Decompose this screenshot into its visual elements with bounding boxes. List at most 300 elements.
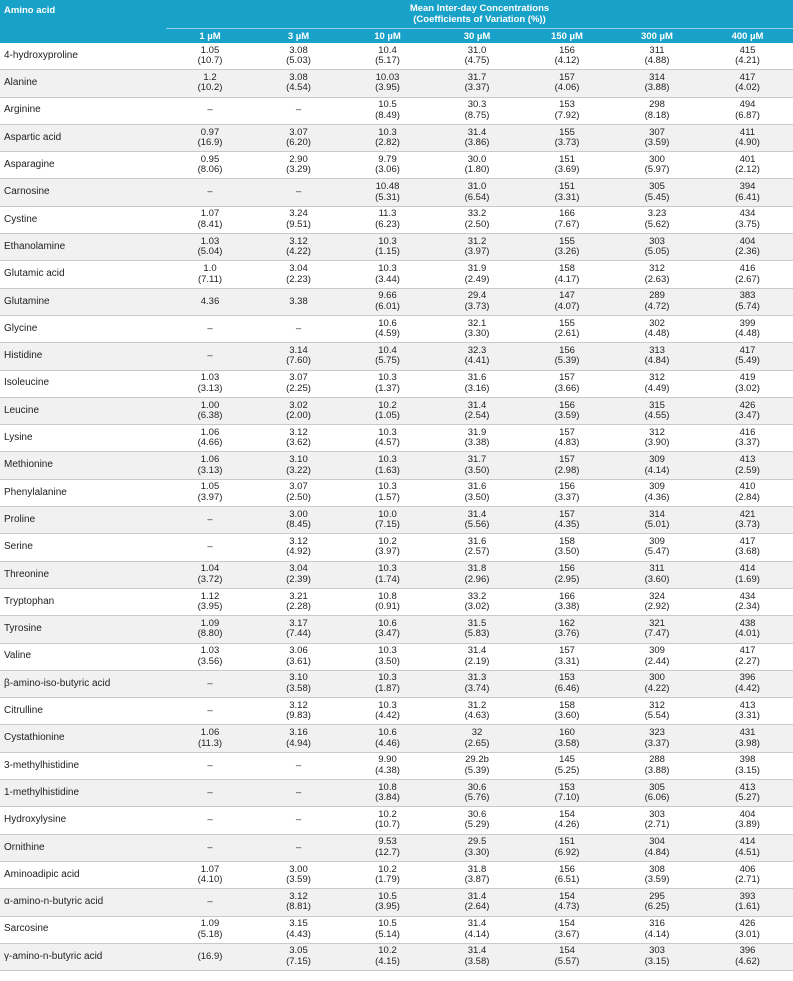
concentration-cell <box>166 616 254 643</box>
cv-value: (2.64) <box>464 901 490 913</box>
concentration-cell <box>522 343 612 370</box>
cv-value: (2.39) <box>286 573 311 585</box>
concentration-cell <box>166 452 254 479</box>
table-row <box>0 943 793 970</box>
mean-value: 396 <box>739 672 756 684</box>
concentration-cell <box>522 206 612 233</box>
cv-value: (5.25) <box>554 764 580 776</box>
mean-value: 1.00 <box>200 399 220 411</box>
cv-value: (8.06) <box>197 164 223 176</box>
amino-acid-name: γ-amino-n-butyric acid <box>0 943 166 970</box>
cv-value: (3.73) <box>554 137 580 149</box>
cv-value: (8.80) <box>197 628 223 640</box>
concentration-cell <box>432 179 522 206</box>
header-row <box>0 0 793 29</box>
concentration-cell <box>343 261 432 288</box>
concentration-cell <box>166 752 254 779</box>
cv-value: (4.49) <box>644 382 670 394</box>
concentration-cell <box>612 343 702 370</box>
mean-value: 1.12 <box>200 590 220 602</box>
cv-value: (1.37) <box>375 382 400 394</box>
mean-value: 3.12 <box>289 235 308 247</box>
mean-value: 415 <box>739 44 756 56</box>
concentration-cell <box>166 179 254 206</box>
mean-value: 309 <box>649 454 665 466</box>
cv-value: (4.83) <box>554 437 580 449</box>
cv-value: (8.41) <box>197 218 223 230</box>
mean-value: 157 <box>559 426 575 438</box>
mean-value: 3.15 <box>289 918 308 930</box>
cv-value: (6.25) <box>644 901 670 913</box>
mean-value: 156 <box>559 344 575 356</box>
cv-value: (4.12) <box>554 55 580 67</box>
cv-value: (4.54) <box>286 82 311 94</box>
cv-value: (3.84) <box>375 792 400 804</box>
mean-value: 32.1 <box>467 317 487 329</box>
cv-value: (7.11) <box>197 273 223 285</box>
table-row <box>0 780 793 807</box>
table-row <box>0 534 793 561</box>
concentration-cell <box>522 234 612 261</box>
concentration-cell <box>254 43 343 70</box>
concentration-cell <box>522 425 612 452</box>
mean-value: – <box>207 186 213 198</box>
concentration-cell <box>702 234 793 261</box>
cv-value: (6.38) <box>197 410 223 421</box>
mean-value: – <box>295 841 302 853</box>
concentration-cell <box>612 124 702 151</box>
amino-acid-name: Lysine <box>0 425 166 452</box>
amino-acid-name: Alanine <box>0 70 166 97</box>
concentration-cell <box>612 479 702 506</box>
amino-acid-name: Glycine <box>0 315 166 342</box>
mean-value: 154 <box>559 890 575 902</box>
concentration-cell <box>522 479 612 506</box>
concentration-cell <box>254 70 343 97</box>
title-line-2: (Coefficients of Variation (%)) <box>413 14 546 25</box>
cv-value: (4.84) <box>644 355 670 367</box>
mean-value: 10.2 <box>378 399 397 411</box>
cv-value: (5.75) <box>375 355 400 367</box>
cv-value: (3.68) <box>735 546 760 558</box>
concentration-cell <box>612 670 702 697</box>
table-row <box>0 152 793 179</box>
cv-value: (4.10) <box>197 874 223 886</box>
concentration-cell <box>166 725 254 752</box>
cv-value: (3.50) <box>554 546 580 558</box>
cv-value: (9.83) <box>286 710 311 722</box>
mean-value: 3.16 <box>289 727 308 739</box>
concentration-cell <box>612 43 702 70</box>
mean-value: 396 <box>739 945 756 957</box>
mean-value: 303 <box>649 235 665 247</box>
concentration-cell <box>612 807 702 834</box>
mean-value: 10.6 <box>378 727 397 739</box>
cv-value: (3.97) <box>464 246 490 258</box>
cv-value: (2.67) <box>735 273 760 285</box>
cv-value: (5.47) <box>644 546 670 558</box>
mean-value: 393 <box>739 890 756 902</box>
concentration-cell <box>702 561 793 588</box>
mean-value: 2.90 <box>289 153 308 165</box>
concentration-cell <box>166 397 254 424</box>
concentration-cell <box>254 288 343 315</box>
concentration-cell <box>432 124 522 151</box>
mean-value: 10.2 <box>378 535 397 547</box>
cv-value: (3.88) <box>644 764 670 776</box>
cv-value: (3.22) <box>286 464 311 476</box>
amino-acid-name: Threonine <box>0 561 166 588</box>
mean-value: – <box>295 759 302 771</box>
concentration-cell <box>254 124 343 151</box>
concentration-cell <box>343 616 432 643</box>
concentration-cell <box>166 43 254 70</box>
concentration-cell <box>612 834 702 861</box>
table-row <box>0 889 793 916</box>
cv-value: (2.49) <box>464 273 490 285</box>
concentration-cell <box>702 97 793 124</box>
concentration-cell <box>343 179 432 206</box>
cv-value: (6.41) <box>735 191 760 203</box>
cv-value: (3.59) <box>286 874 311 886</box>
table-row <box>0 507 793 534</box>
mean-value: 308 <box>649 863 665 875</box>
mean-value: 31.7 <box>467 454 487 466</box>
concentration-cell <box>166 261 254 288</box>
concentration-cell <box>166 206 254 233</box>
mean-value: 289 <box>649 290 665 302</box>
amino-acid-name: Cystathionine <box>0 725 166 752</box>
concentration-cell <box>254 834 343 861</box>
mean-value: 157 <box>559 454 575 466</box>
mean-value: 324 <box>649 590 665 602</box>
concentration-cell <box>343 479 432 506</box>
cv-value: (7.15) <box>286 955 311 967</box>
cv-value: (7.15) <box>375 519 400 531</box>
concentration-cell <box>166 889 254 916</box>
mean-value: 419 <box>739 372 756 384</box>
concentration-cell <box>343 643 432 670</box>
column-header: 400 µM <box>702 29 793 44</box>
cv-value: (2.95) <box>554 573 580 585</box>
mean-value: 1.06 <box>200 426 220 438</box>
mean-value: 29.5 <box>467 836 487 848</box>
cv-value: (3.72) <box>197 573 223 585</box>
mean-value: 156 <box>559 481 575 493</box>
cv-value: (4.59) <box>375 328 400 340</box>
mean-value: 10.2 <box>378 808 397 820</box>
concentration-cell <box>166 152 254 179</box>
mean-value: 3.02 <box>289 399 308 411</box>
cv-value: (1.05) <box>375 410 400 421</box>
mean-value: 3.08 <box>289 44 308 56</box>
mean-value: 10.3 <box>378 372 397 384</box>
mean-value: 10.3 <box>378 263 397 275</box>
concentration-cell <box>343 152 432 179</box>
cv-value: (5.45) <box>644 191 670 203</box>
mean-value: 312 <box>649 699 665 711</box>
cv-value: (3.60) <box>554 710 580 722</box>
cv-value: (8.18) <box>644 109 670 121</box>
mean-value: 413 <box>739 781 756 793</box>
table-row <box>0 70 793 97</box>
concentration-cell <box>522 643 612 670</box>
cv-value: (3.06) <box>375 164 400 176</box>
concentration-cell <box>522 943 612 970</box>
concentration-cell <box>522 588 612 615</box>
concentration-cell <box>522 70 612 97</box>
mean-value: 31.4 <box>467 508 487 520</box>
cv-value: (5.57) <box>554 955 580 967</box>
concentration-cell <box>343 452 432 479</box>
mean-value: 10.2 <box>378 945 397 957</box>
concentration-cell <box>612 861 702 888</box>
mean-value: 1.03 <box>200 645 220 657</box>
mean-value: 166 <box>559 208 575 220</box>
mean-value: 151 <box>559 181 575 193</box>
concentration-cell <box>702 479 793 506</box>
concentration-cell <box>702 807 793 834</box>
table-row <box>0 670 793 697</box>
mean-value: 305 <box>649 181 665 193</box>
mean-value: 413 <box>739 454 756 466</box>
mean-value: 29.2b <box>465 754 489 766</box>
concentration-cell <box>432 588 522 615</box>
amino-acid-name: 3-methylhistidine <box>0 752 166 779</box>
concentration-cell <box>166 124 254 151</box>
table-row <box>0 343 793 370</box>
cv-value: (3.59) <box>554 410 580 421</box>
concentration-cell <box>432 752 522 779</box>
concentration-cell <box>522 780 612 807</box>
mean-value: 10.5 <box>378 918 397 930</box>
mean-value: 31.4 <box>467 890 487 902</box>
cv-value: (9.51) <box>286 218 311 230</box>
concentration-cell <box>432 889 522 916</box>
mean-value: 158 <box>559 263 575 275</box>
concentration-cell <box>432 397 522 424</box>
mean-value: 4.36 <box>200 295 220 307</box>
mean-value: 9.53 <box>378 836 397 848</box>
cv-value: (5.39) <box>464 764 490 776</box>
mean-value: 3.04 <box>289 563 308 575</box>
amino-acid-name: Ornithine <box>0 834 166 861</box>
amino-acid-name: Ethanolamine <box>0 234 166 261</box>
concentration-cell <box>522 452 612 479</box>
cv-value: (5.49) <box>735 355 760 367</box>
concentration-cell <box>343 234 432 261</box>
mean-value: 383 <box>739 290 756 302</box>
concentration-cell <box>432 479 522 506</box>
cv-value: (2.19) <box>464 655 490 667</box>
mean-value: 31.8 <box>467 563 487 575</box>
concentration-cell <box>522 152 612 179</box>
cv-value: (3.67) <box>554 928 580 940</box>
cv-value: (2.00) <box>286 410 311 421</box>
mean-value: 31.0 <box>467 181 487 193</box>
concentration-cell <box>702 43 793 70</box>
cv-value: (3.66) <box>554 382 580 394</box>
concentration-cell <box>343 43 432 70</box>
amino-acid-name: Proline <box>0 507 166 534</box>
concentration-cell <box>343 370 432 397</box>
mean-value: 3.17 <box>289 617 308 629</box>
mean-value: 307 <box>649 126 665 138</box>
cv-value: (6.51) <box>554 874 580 886</box>
mean-value: – <box>207 541 213 553</box>
cv-value: (3.15) <box>735 764 760 776</box>
cv-value: (10.2) <box>197 82 223 94</box>
cv-value: (4.06) <box>554 82 580 94</box>
concentration-cell <box>522 315 612 342</box>
amino-acid-name: Glutamic acid <box>0 261 166 288</box>
mean-value: 313 <box>649 344 665 356</box>
concentration-cell <box>254 152 343 179</box>
cv-value: (3.61) <box>286 655 311 667</box>
concentration-cell <box>254 889 343 916</box>
concentration-cell <box>522 725 612 752</box>
concentration-cell <box>612 152 702 179</box>
mean-value: 414 <box>739 563 756 575</box>
table-row <box>0 752 793 779</box>
column-header: 150 µM <box>522 29 612 44</box>
mean-value: 3.10 <box>289 454 308 466</box>
mean-value: 305 <box>649 781 665 793</box>
mean-value: 3.07 <box>289 481 308 493</box>
concentration-cell <box>254 752 343 779</box>
mean-value: 1.04 <box>200 563 220 575</box>
mean-value: 0.97 <box>200 126 220 138</box>
cv-value: (2.98) <box>554 464 580 476</box>
cv-value: (3.13) <box>197 464 223 476</box>
amino-acid-name: α-amino-n-butyric acid <box>0 889 166 916</box>
concentration-cell <box>343 698 432 725</box>
mean-value: 434 <box>739 590 756 602</box>
concentration-cell <box>343 315 432 342</box>
cv-value: (3.74) <box>464 682 490 694</box>
concentration-cell <box>166 315 254 342</box>
mean-value: 31.4 <box>467 645 487 657</box>
concentration-cell <box>343 124 432 151</box>
concentration-cell <box>702 425 793 452</box>
concentration-cell <box>702 152 793 179</box>
mean-value: 438 <box>739 617 756 629</box>
cv-value: (3.95) <box>197 601 223 613</box>
mean-value: 9.90 <box>378 754 397 766</box>
concentration-cell <box>612 179 702 206</box>
mean-value: 413 <box>739 699 756 711</box>
concentration-cell <box>254 561 343 588</box>
cv-value: (5.27) <box>735 792 760 804</box>
cv-value: (3.56) <box>197 655 223 667</box>
cv-value: (4.43) <box>286 928 311 940</box>
mean-value: 157 <box>559 372 575 384</box>
amino-acid-name: Methionine <box>0 452 166 479</box>
concentration-cell <box>612 397 702 424</box>
concentration-cell <box>432 97 522 124</box>
concentration-cell <box>254 479 343 506</box>
mean-value: 1.09 <box>200 617 220 629</box>
mean-value: 426 <box>739 399 756 411</box>
concentration-cell <box>612 916 702 943</box>
concentration-cell <box>522 534 612 561</box>
mean-value: 416 <box>739 426 756 438</box>
concentration-cell <box>702 179 793 206</box>
mean-value: 494 <box>739 99 756 111</box>
amino-acid-name: Sarcosine <box>0 916 166 943</box>
concentration-cell <box>254 234 343 261</box>
concentration-cell <box>612 616 702 643</box>
mean-value: 3.04 <box>289 263 308 275</box>
mean-value: 3.07 <box>289 372 308 384</box>
mean-value: 309 <box>649 481 665 493</box>
mean-value: – <box>207 896 213 908</box>
amino-acid-name: Isoleucine <box>0 370 166 397</box>
concentration-cell <box>702 507 793 534</box>
concentration-cell <box>343 507 432 534</box>
concentration-cell <box>432 261 522 288</box>
mean-value: 431 <box>739 727 756 739</box>
table-row <box>0 588 793 615</box>
mean-value: 10.48 <box>375 181 400 193</box>
cv-value: (5.05) <box>644 246 670 258</box>
concentration-cell <box>522 889 612 916</box>
concentration-cell <box>522 861 612 888</box>
title-line-1: Mean Inter-day Concentrations <box>409 3 550 14</box>
concentration-cell <box>612 315 702 342</box>
cv-value: (5.97) <box>644 164 670 176</box>
mean-value: 31.2 <box>467 699 487 711</box>
cv-value: (2.65) <box>464 737 490 749</box>
mean-value: 147 <box>559 290 575 302</box>
mean-value: 411 <box>739 126 756 138</box>
table-body <box>0 43 793 971</box>
cv-value: (3.38) <box>554 601 580 613</box>
concentration-cell <box>702 124 793 151</box>
cv-value: (5.14) <box>375 928 400 940</box>
table-row <box>0 425 793 452</box>
concentration-cell <box>166 479 254 506</box>
cv-value: (4.26) <box>554 819 580 831</box>
mean-value: 3.10 <box>289 672 308 684</box>
concentration-cell <box>702 588 793 615</box>
cv-value: (3.59) <box>644 874 670 886</box>
concentration-cell <box>166 943 254 970</box>
concentration-cell <box>432 343 522 370</box>
mean-value: – <box>295 186 302 198</box>
mean-value: 151 <box>559 836 575 848</box>
mean-value: 31.0 <box>467 44 487 56</box>
mean-value: – <box>295 104 302 116</box>
mean-value: 3.23 <box>647 208 667 220</box>
mean-value: – <box>207 759 213 771</box>
mean-value: 1.06 <box>200 454 220 466</box>
cv-value: (3.13) <box>197 382 223 394</box>
cv-value: (3.62) <box>286 437 311 449</box>
mean-value: 154 <box>559 945 575 957</box>
table-row <box>0 479 793 506</box>
mean-value: 31.4 <box>467 399 487 411</box>
cv-value: (3.95) <box>375 82 400 94</box>
mean-value: 417 <box>739 645 756 657</box>
cv-value: (4.38) <box>375 764 400 776</box>
cv-value: (3.44) <box>375 273 400 285</box>
mean-value: 0.95 <box>200 153 220 165</box>
concentration-cell <box>254 807 343 834</box>
table-row <box>0 861 793 888</box>
cv-value: (2.50) <box>286 491 311 503</box>
concentration-cell <box>702 70 793 97</box>
